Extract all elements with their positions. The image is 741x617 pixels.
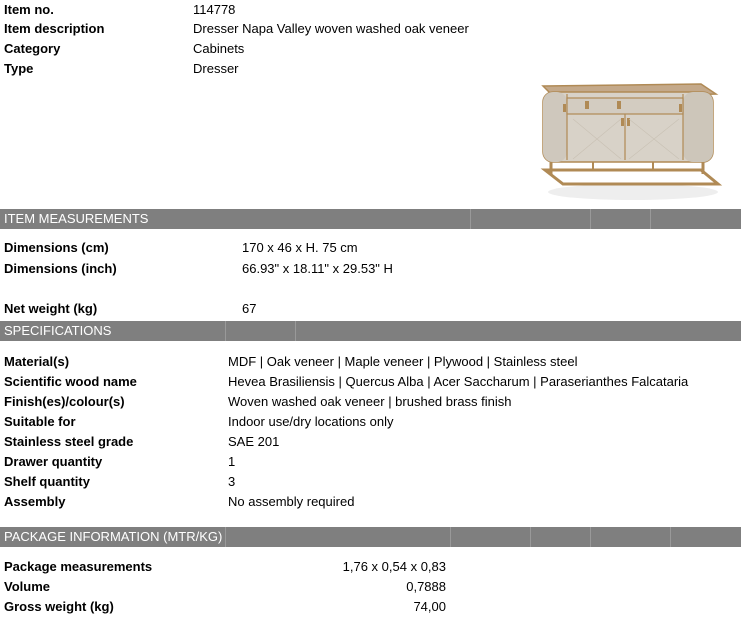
item-description-label: Item description [4,21,105,36]
volume-label: Volume [4,579,50,594]
specifications-header [0,321,741,341]
type-label: Type [4,61,34,76]
item-description-value: Dresser Napa Valley woven washed oak veneer [193,21,469,36]
divider [295,321,296,341]
suitable-for-value: Indoor use/dry locations only [228,414,394,429]
divider [590,209,591,229]
steel-grade-label: Stainless steel grade [4,434,134,449]
product-image [533,74,733,209]
dimensions-cm-value: 170 x 46 x H. 75 cm [242,240,358,255]
divider [590,527,591,547]
net-weight-value: 67 [242,301,257,316]
type-value: Dresser [193,61,239,76]
gross-weight-label: Gross weight (kg) [4,599,114,614]
suitable-for-label: Suitable for [4,414,76,429]
dimensions-inch-label: Dimensions (inch) [4,261,117,276]
assembly-label: Assembly [4,494,66,509]
volume-value: 0,7888 [406,579,446,594]
item-no-label: Item no. [4,2,54,17]
dimensions-inch-value: 66.93" x 18.11" x 29.53" H [242,261,393,276]
package-information-title: PACKAGE INFORMATION (MTR/KG) [4,529,223,544]
finish-colour-label: Finish(es)/colour(s) [4,394,125,409]
materials-label: Material(s) [4,354,70,369]
scientific-wood-name-label: Scientific wood name [4,374,137,389]
drawer-quantity-label: Drawer quantity [4,454,103,469]
divider [670,527,671,547]
divider [225,321,226,341]
item-no-value: 114778 [193,2,236,17]
category-value: Cabinets [193,41,245,56]
drawer-quantity-value: 1 [228,454,236,469]
divider [530,527,531,547]
category-label: Category [4,41,61,56]
divider [470,209,471,229]
item-measurements-title: ITEM MEASUREMENTS [4,211,149,226]
divider [450,527,451,547]
net-weight-label: Net weight (kg) [4,301,98,316]
divider [225,527,226,547]
dimensions-cm-label: Dimensions (cm) [4,240,109,255]
package-measurements-value: 1,76 x 0,54 x 0,83 [342,559,446,574]
divider [650,209,651,229]
package-information-header [0,527,741,547]
shelf-quantity-value: 3 [228,474,236,489]
package-measurements-label: Package measurements [4,559,153,574]
specifications-title: SPECIFICATIONS [4,323,112,338]
item-measurements-header [0,209,741,229]
finish-colour-value: Woven washed oak veneer | brushed brass finish [228,394,512,409]
gross-weight-value: 74,00 [413,599,446,614]
scientific-wood-name-value: Hevea Brasiliensis | Quercus Alba | Acer Saccharum | Paraserianthes Falcataria [228,374,689,389]
shelf-quantity-label: Shelf quantity [4,474,90,489]
steel-grade-value: SAE 201 [228,434,280,449]
assembly-value: No assembly required [228,494,355,509]
materials-value: MDF | Oak veneer | Maple veneer | Plywood | Stainless steel [228,354,578,369]
